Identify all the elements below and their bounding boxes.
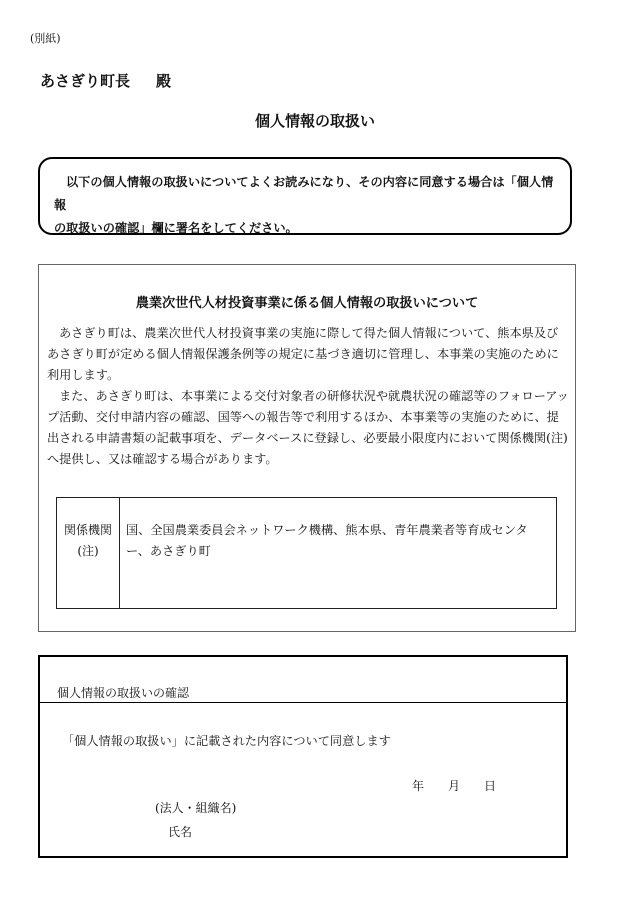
agency-header-line-1: 関係機関 bbox=[63, 523, 112, 537]
recipient bbox=[40, 70, 171, 91]
corporation-name-field[interactable]: (法人・組織名) bbox=[155, 801, 237, 815]
recipient-name: あさぎり町長 bbox=[40, 72, 131, 90]
policy-paragraph-1: あさぎり町は、農業次世代人材投資事業の実施に際して得た個人情報について、熊本県及びあさぎり町が定める個人情報保護条例等の規定に基づき適切に管理し、本事業の実施のために利用します。 bbox=[47, 326, 559, 382]
notice-line-2: の取扱いの確認」欄に署名をしてください。 bbox=[54, 221, 298, 235]
attachment-label: (別紙) bbox=[30, 32, 61, 45]
date-day-label: 日 bbox=[484, 779, 497, 793]
consent-statement: 「個人情報の取扱い」に記載された内容について同意します bbox=[62, 734, 391, 748]
consent-heading: 個人情報の取扱いの確認 bbox=[40, 657, 566, 703]
agency-table-header bbox=[57, 498, 120, 608]
signature-name-field[interactable]: 氏名 bbox=[168, 825, 193, 839]
recipient-honorific: 殿 bbox=[156, 72, 172, 90]
date-year-label: 年 bbox=[412, 779, 425, 793]
date-month-label: 月 bbox=[448, 779, 461, 793]
policy-box bbox=[38, 264, 576, 632]
notice-line-1 bbox=[54, 171, 556, 217]
page-title: 個人情報の取扱い bbox=[254, 112, 375, 130]
policy-title: 農業次世代人材投資事業に係る個人情報の取扱いについて bbox=[135, 296, 479, 311]
consent-box bbox=[38, 655, 568, 858]
policy-body bbox=[47, 323, 569, 470]
notice-line-1-text: 以下の個人情報の取扱いについてよくお読みになり、その内容に同意する場合は「個人情報 bbox=[54, 175, 554, 212]
agency-table-value: 国、全国農業委員会ネットワーク機構、熊本県、青年農業者等育成センター、あさぎり町 bbox=[126, 523, 528, 558]
date-line[interactable] bbox=[412, 777, 496, 794]
agency-table bbox=[56, 497, 557, 609]
agency-header-line-2: (注) bbox=[77, 544, 99, 558]
notice-box bbox=[38, 157, 572, 235]
policy-paragraph-2: また、あさぎり町は、本事業による交付対象者の研修状況や就農状況の確認等のフォローアップ活動、交付申請内容の確認、国等への報告等で利用するほか、本事業等の実施のために、提出される申請書類の記載事項を、データベースに登録し、必要最小限度内において関係機関(注)へ提供し、又は確認する場合があります。 bbox=[47, 389, 569, 466]
